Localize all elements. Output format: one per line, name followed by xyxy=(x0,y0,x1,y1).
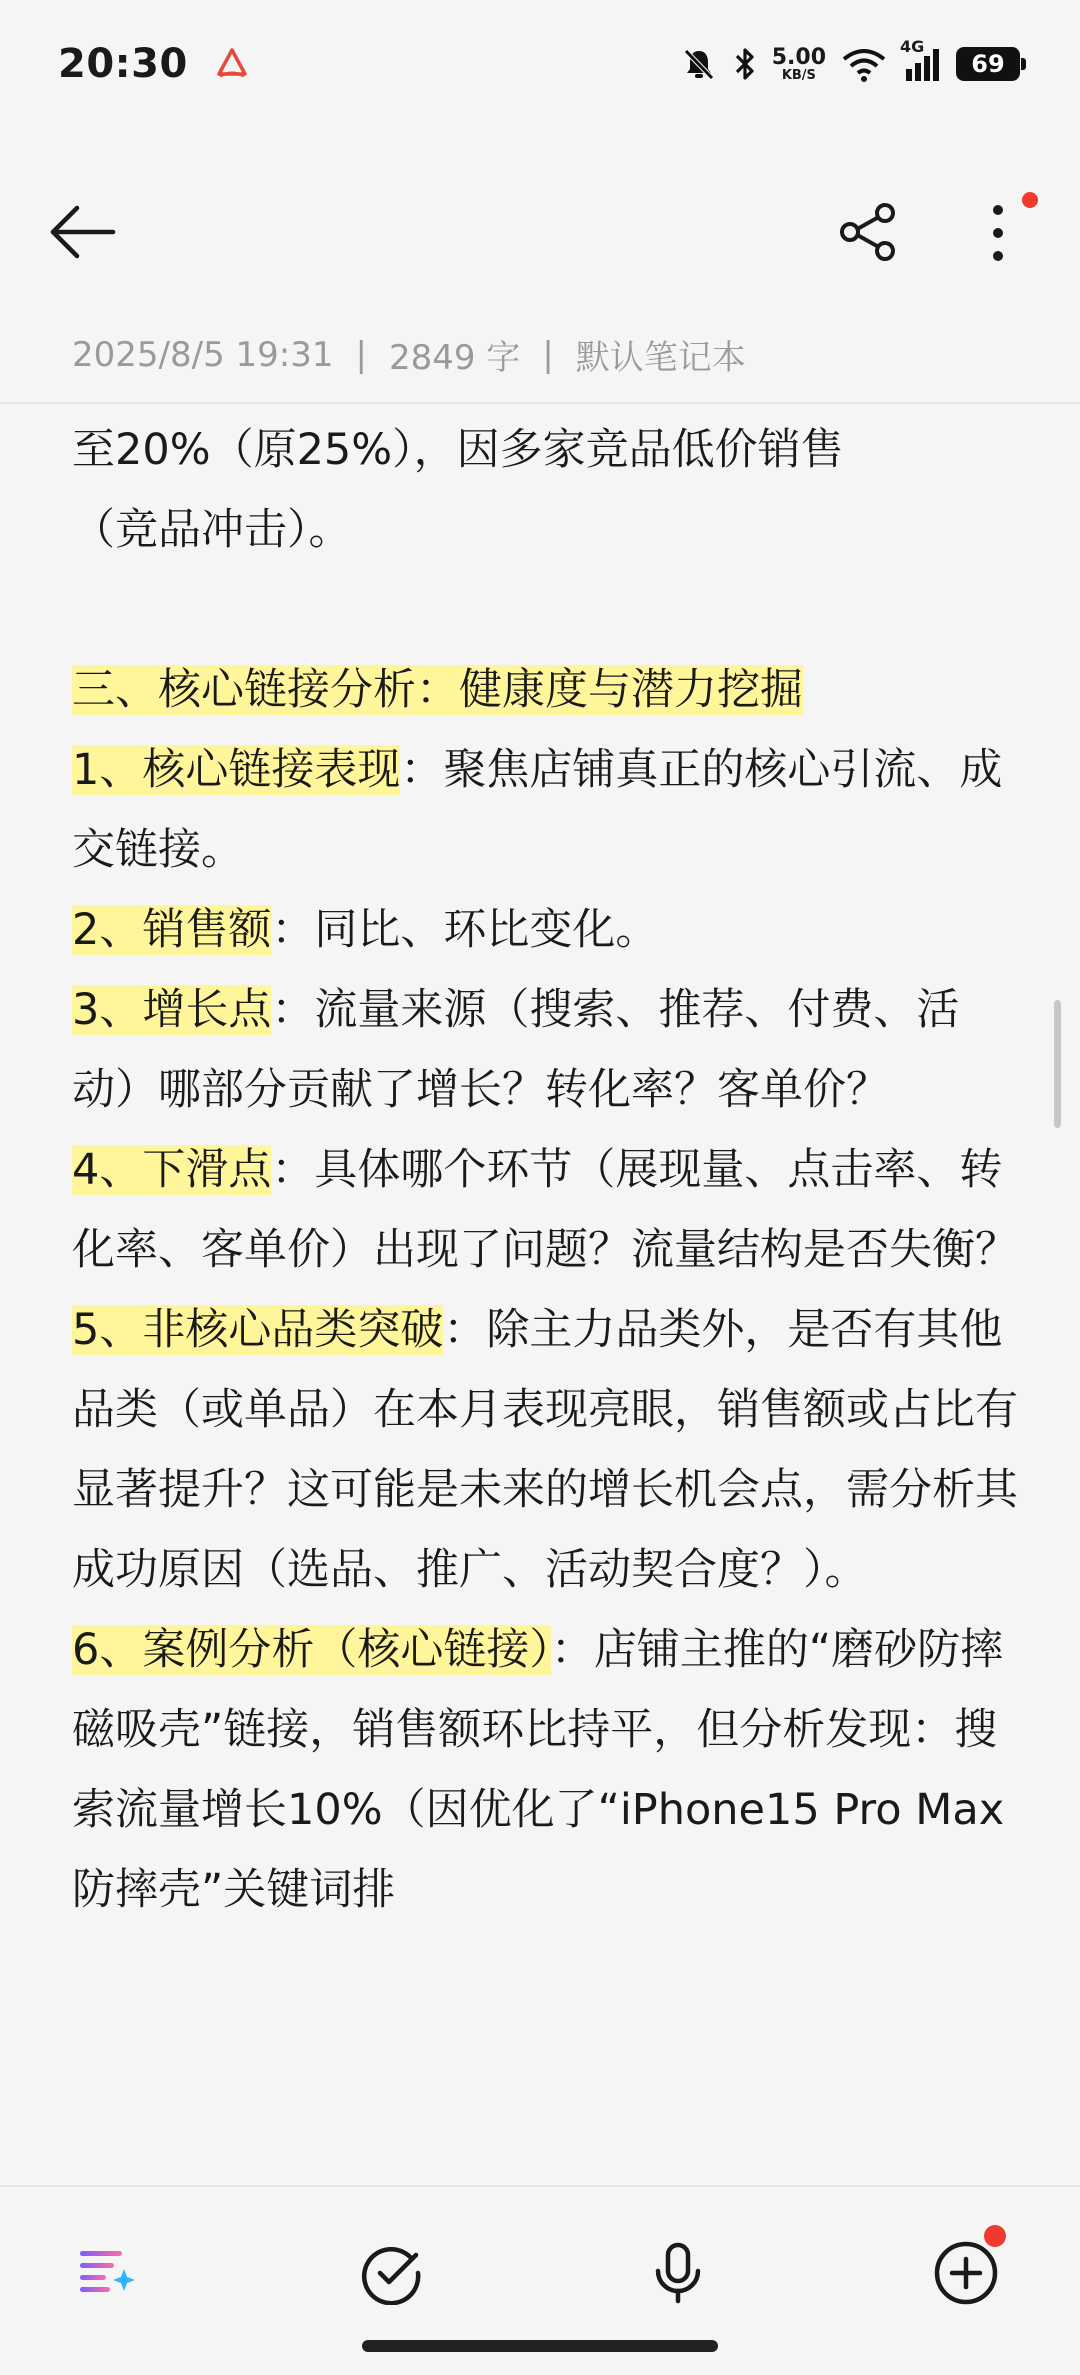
note-line: 至20%（原25%），因多家竞品低价销售 xyxy=(72,425,844,475)
note-item-text: ：除主力品类外，是否有其他品类（或单品）在本月表现亮眼，销售额或占比有显著提升？这可能是未来的增长机会点，需分析其成功原因（选品、推广、活动契合度？）。 xyxy=(72,1305,1018,1595)
section-heading: 三、核心链接分析：健康度与潜力挖掘 xyxy=(72,665,803,715)
note-item-label: 2、销售额 xyxy=(72,905,272,955)
note-item-label: 1、核心链接表现 xyxy=(72,745,401,795)
add-button[interactable] xyxy=(924,2231,1008,2315)
note-item-label: 5、非核心品类突破 xyxy=(72,1305,444,1355)
status-bar xyxy=(0,0,1080,128)
note-item xyxy=(72,970,1022,1130)
note-item xyxy=(72,1610,1022,1930)
add-circle-icon xyxy=(932,2239,1000,2307)
wifi-icon xyxy=(840,45,888,83)
notification-dot xyxy=(984,2225,1006,2247)
notebook-name[interactable]: 默认笔记本 xyxy=(575,338,746,378)
app-notification-icon xyxy=(212,44,252,84)
more-options-button[interactable] xyxy=(956,190,1040,274)
notification-dot xyxy=(1022,192,1038,208)
share-button[interactable] xyxy=(826,190,910,274)
mute-notifications-icon xyxy=(680,45,718,83)
note-body[interactable] xyxy=(72,410,1022,2180)
word-count: 2849 字 xyxy=(388,338,521,378)
note-meta xyxy=(72,330,746,379)
note-item xyxy=(72,1130,1022,1290)
scrollbar-thumb[interactable] xyxy=(1054,1000,1061,1128)
note-date: 2025/8/5 19:31 xyxy=(72,334,334,375)
note-item xyxy=(72,890,1022,970)
header-divider xyxy=(0,402,1080,404)
voice-input-button[interactable] xyxy=(636,2231,720,2315)
back-button[interactable] xyxy=(40,190,124,274)
note-item-text: ：流量来源（搜索、推荐、付费、活动）哪部分贡献了增长？转化率？客单价？ xyxy=(72,985,960,1115)
note-item-text: ：同比、环比变化。 xyxy=(271,905,659,955)
note-item xyxy=(72,730,1022,890)
battery-indicator: 69 xyxy=(956,47,1020,81)
meta-separator: | xyxy=(355,334,367,375)
note-item-text: ：具体哪个环节（展现量、点击率、转化率、客单价）出现了问题？流量结构是否失衡？ xyxy=(72,1145,1018,1275)
note-item-text: ：店铺主推的“磨砂防摔磁吸壳”链接，销售额环比持平，但分析发现：搜索流量增长10%（因优化了“iPhone15 Pro Max 防摔壳”关键词排 xyxy=(72,1625,1005,1915)
home-indicator[interactable] xyxy=(362,2340,718,2352)
cellular-signal: 4G xyxy=(902,45,942,83)
ai-assistant-button[interactable] xyxy=(64,2231,148,2315)
note-item-text: ：聚焦店铺真正的核心引流、成交链接。 xyxy=(72,745,1003,875)
note-item-label: 6、案例分析（核心链接） xyxy=(72,1625,551,1675)
note-item-label: 4、下滑点 xyxy=(72,1145,272,1195)
status-time: 20:30 xyxy=(58,41,188,87)
note-item-label: 3、增长点 xyxy=(72,985,272,1035)
checklist-icon xyxy=(360,2241,424,2305)
arrow-left-icon xyxy=(47,202,117,262)
ai-sparkle-list-icon xyxy=(74,2241,138,2305)
bluetooth-icon xyxy=(732,45,758,83)
blank-line xyxy=(72,570,1022,650)
share-icon xyxy=(836,200,900,264)
note-item xyxy=(72,1290,1022,1610)
checklist-button[interactable] xyxy=(350,2231,434,2315)
meta-separator: | xyxy=(542,334,554,375)
network-speed: 5.00 KB/S xyxy=(771,44,826,83)
note-toolbar xyxy=(0,176,1080,280)
microphone-icon xyxy=(646,2241,710,2305)
note-line: （竞品冲击）。 xyxy=(72,505,352,555)
more-vertical-icon xyxy=(988,200,1008,264)
